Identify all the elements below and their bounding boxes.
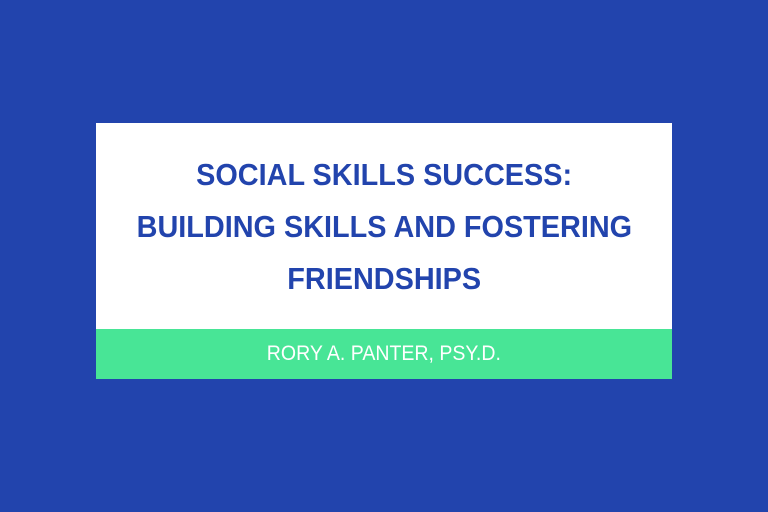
title-line-1: SOCIAL SKILLS SUCCESS: xyxy=(196,157,572,192)
book-title xyxy=(96,123,672,329)
title-line-2: BUILDING SKILLS AND FOSTERING xyxy=(136,209,632,244)
author-name: RORY A. PANTER, PSY.D. xyxy=(266,342,502,365)
title-card xyxy=(96,123,672,379)
author-bar xyxy=(96,329,672,379)
title-line-3: FRIENDSHIPS xyxy=(287,261,481,296)
